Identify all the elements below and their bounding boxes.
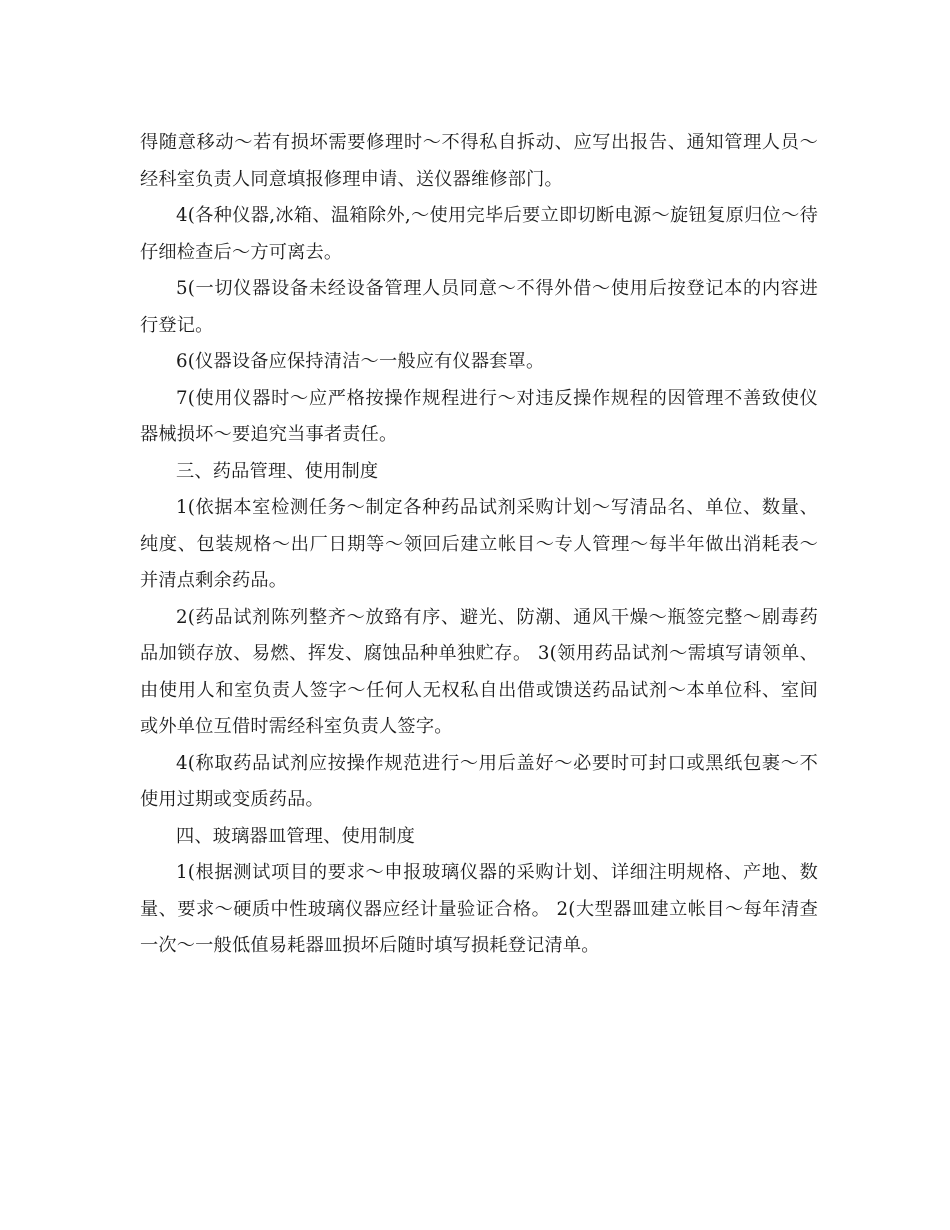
paragraph-item-4: 4(各种仪器,冰箱、温箱除外,～使用完毕后要立即切断电源～旋钮复原归位～待仔细检查后～方可离去。 — [140, 205, 818, 263]
paragraph-item-7: 7(使用仪器时～应严格按操作规程进行～对违反操作规程的因管理不善致使仪器械损坏～要追究当事者责任。 — [140, 387, 818, 445]
paragraph-continuation: 得随意移动～若有损坏需要修理时～不得私自拆动、应写出报告、通知管理人员～经科室负责人同意填报修理申请、送仪器维修部门。 — [140, 132, 818, 190]
document-body — [140, 125, 818, 965]
section-heading-3: 三、药品管理、使用制度 — [176, 460, 379, 482]
paragraph-section3-item-2-3: 2(药品试剂陈列整齐～放臵有序、避光、防潮、通风干燥～瓶签完整～剧毒药品加锁存放、易燃、挥发、腐蚀品种单独贮存。 3(领用药品试剂～需填写请领单、由使用人和室负责人签字～任何人无权私自出借或馈送药品试剂～本单位科、室间或外单位互借时需经科室负责人签字。 — [140, 606, 818, 737]
paragraph-item-6: 6(仪器设备应保持清洁～一般应有仪器套罩。 — [176, 351, 545, 372]
paragraph-section3-item-1: 1(依据本室检测任务～制定各种药品试剂采购计划～写清品名、单位、数量、纯度、包装规格～出厂日期等～领回后建立帐目～专人管理～每半年做出消耗表～并清点剩余药品。 — [140, 497, 818, 591]
paragraph-section3-item-4: 4(称取药品试剂应按操作规范进行～用后盖好～必要时可封口或黑纸包裹～不使用过期或变质药品。 — [140, 752, 818, 810]
section-heading-4: 四、玻璃器皿管理、使用制度 — [176, 825, 416, 847]
paragraph-item-5: 5(一切仪器设备未经设备管理人员同意～不得外借～使用后按登记本的内容进行登记。 — [140, 278, 818, 336]
paragraph-section4-item-1-2: 1(根据测试项目的要求～申报玻璃仪器的采购计划、详细注明规格、产地、数量、要求～硬质中性玻璃仪器应经计量验证合格。 2(大型器皿建立帐目～每年清查一次～一般低值易耗器皿损坏后随时填写损耗登记清单。 — [140, 862, 818, 956]
